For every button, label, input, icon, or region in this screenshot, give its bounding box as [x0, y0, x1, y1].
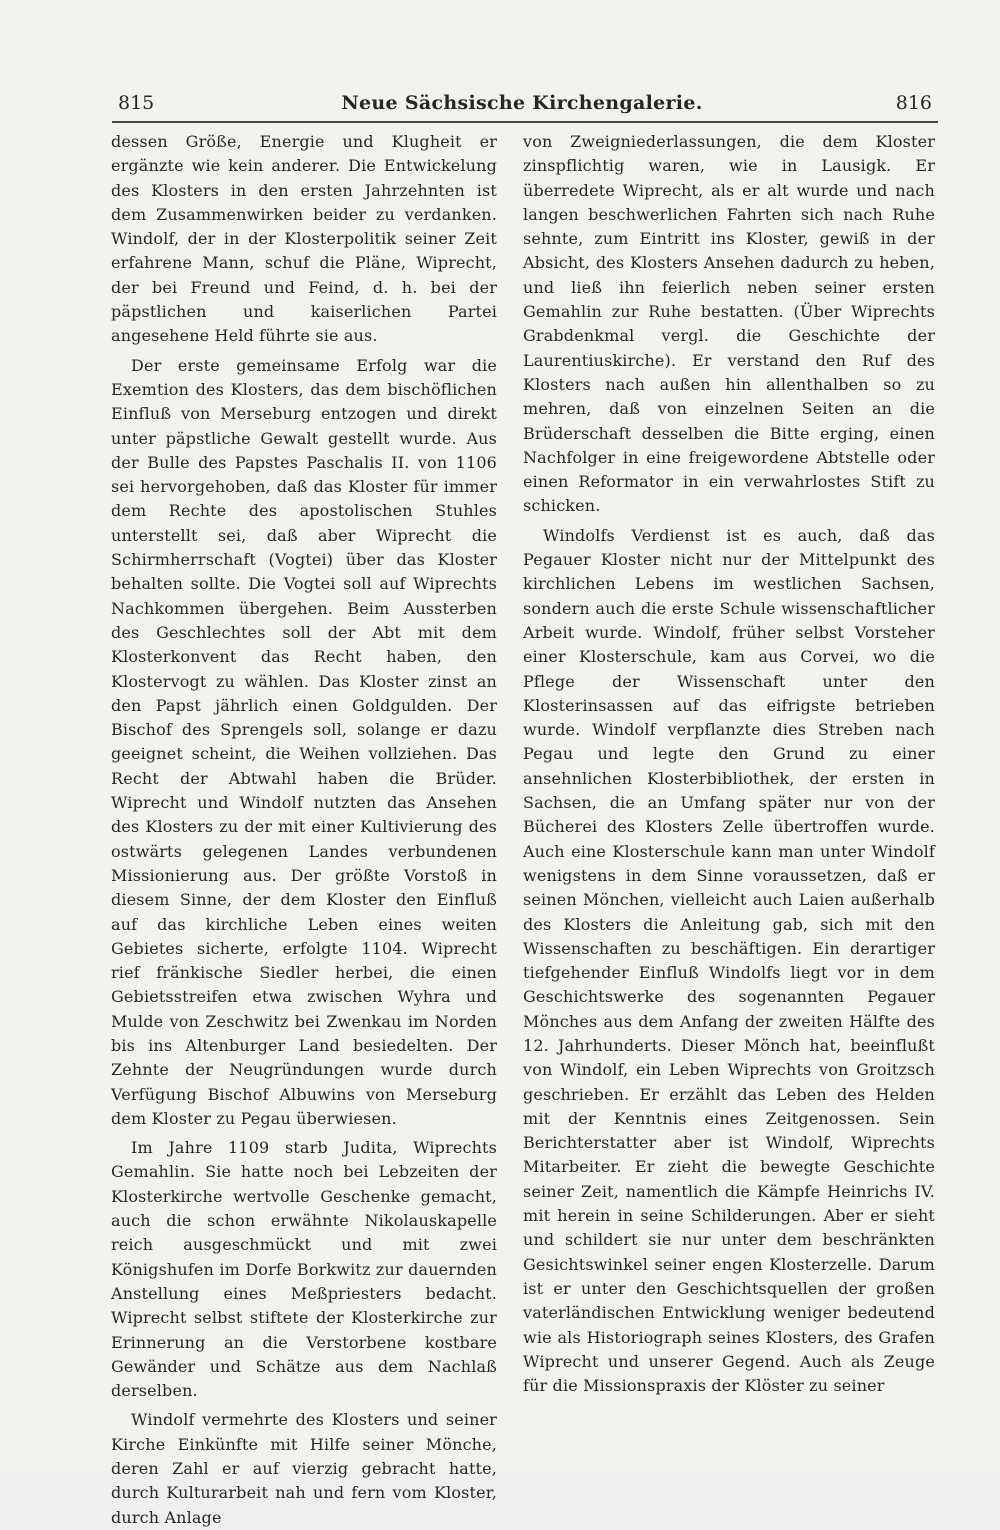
page-number-right: 816: [895, 92, 932, 114]
paragraph: dessen Größe, Energie und Klugheit er ergänzte wie kein anderer. Die Entwickelung des Klosters in den ersten Jahrzehnten ist dem Zusammenwirken beider zu verdanken. Windolf, der in der Klosterpolitik seiner Zeit erfahrene Mann, schuf die Pläne, Wiprecht, der bei Freund und Feind, d. h. bei der päpstlichen und kaiserlichen Partei angesehene Held führte sie aus.: [111, 132, 497, 346]
running-title: Neue Sächsische Kirchengalerie.: [341, 92, 703, 114]
header-rule: [112, 121, 938, 123]
paragraph: Windolf vermehrte des Klosters und seiner Kirche Einkünfte mit Hilfe seiner Mönche, deren Zahl er auf vierzig gebracht hatte, durch Kulturarbeit nah und fern vom Kloster, durch Anlage: [111, 1410, 497, 1527]
paragraph: Der erste gemeinsame Erfolg war die Exemtion des Klosters, das dem bischöflichen Einfluß von Merseburg entzogen und direkt unter päpstliche Gewalt gestellt wurde. Aus der Bulle des Papstes Paschalis II. von 1106 sei hervorgehoben, daß das Kloster für immer dem Rechte des apostolischen Stuhles unterstellt sei, daß aber Wiprecht die Schirmherrschaft (Vogtei) über das Kloster behalten sollte. Die Vogtei soll auf Wiprechts Nachkommen übergehen. Beim Aussterben des Geschlechtes soll der Abt mit dem Klosterkonvent das Recht haben, den Klostervogt zu wählen. Das Kloster zinst an den Papst jährlich einen Goldgulden. Der Bischof des Sprengels soll, solange er dazu geeignet scheint, die Weihen vollziehen. Das Recht der Abtwahl haben die Brüder. Wiprecht und Windolf nutzten das Ansehen des Klosters zu der mit einer Kultivierung des ostwärts gelegenen Landes verbundenen Missionierung aus. Der größte Vorstoß in diesem Sinne, der dem Kloster den Einfluß auf das kirchliche Leben eines weiten Gebietes sicherte, erfolgte 1104. Wiprecht rief fränkische Siedler herbei, die einen Gebietsstreifen etwa zwischen Wyhra und Mulde von Zeschwitz bei Zwenkau im Norden bis ins Altenburger Land besiedelten. Der Zehnte der Neugründungen wurde durch Verfügung Bischof Albuwins von Merseburg dem Kloster zu Pegau überwiesen.: [111, 355, 497, 1128]
page-number-left: 815: [118, 92, 155, 114]
right-column: [523, 130, 935, 1398]
left-column: [111, 130, 497, 1530]
paragraph: Windolfs Verdienst ist es auch, daß das Pegauer Kloster nicht nur der Mittelpunkt des kirchlichen Lebens im westlichen Sachsen, sondern auch die erste Schule wissenschaftlicher Arbeit wurde. Windolf, früher selbst Vorsteher einer Klosterschule, kam aus Corvei, wo die Pflege der Wissenschaft unter den Klosterinsassen auf das eifrigste betrieben wurde. Windolf verpflanzte dies Streben nach Pegau und legte den Grund zu einer ansehnlichen Klosterbibliothek, der ersten in Sachsen, die an Umfang später nur von der Bücherei des Klosters Zelle übertroffen wurde. Auch eine Klosterschule kann man unter Windolf wenigstens in dem Sinne voraussetzen, daß er seinen Mönchen, vielleicht auch Laien außerhalb des Klosters die Anleitung gab, sich mit den Wissenschaften zu beschäftigen. Ein derartiger tiefgehender Einfluß Windolfs liegt vor in dem Geschichtswerke des sogenannten Pegauer Mönches aus dem Anfang der zweiten Hälfte des 12. Jahrhunderts. Dieser Mönch hat, beeinflußt von Windolf, ein Leben Wiprechts von Groitzsch geschrieben. Er erzählt das Leben des Helden mit der Kenntnis eines Zeitgenossen. Sein Berichterstatter aber ist Windolf, Wiprechts Mitarbeiter. Er zieht die bewegte Geschichte seiner Zeit, namentlich die Kämpfe Heinrichs IV. mit herein in seine Schilderungen. Aber er sieht und schildert sie nur unter dem beschränkten Gesichtswinkel seiner engen Klosterzelle. Darum ist er unter den Geschichtsquellen der großen vaterländischen Entwicklung weniger bedeutend wie als Historiograph seines Klosters, des Grafen Wiprecht und unserer Gegend. Auch als Zeuge für die Missionspraxis der Klöster zu seiner: [523, 525, 935, 1396]
paragraph: Im Jahre 1109 starb Judita, Wiprechts Gemahlin. Sie hatte noch bei Lebzeiten der Klosterkirche wertvolle Geschenke gemacht, auch die schon erwähnte Nikolauskapelle reich ausgeschmückt und mit zwei Königshufen im Dorfe Borkwitz zur dauernden Anstellung eines Meßpriesters bedacht. Wiprecht selbst stiftete der Klosterkirche zur Erinnerung an die Verstorbene kostbare Gewänder und Schätze aus dem Nachlaß derselben.: [111, 1138, 497, 1401]
page-header: [112, 92, 932, 118]
paragraph: von Zweigniederlassungen, die dem Kloster zinspflichtig waren, wie in Lausigk. Er überredete Wiprecht, als er alt wurde und nach langen beschwerlichen Fahrten sich nach Ruhe sehnte, zum Eintritt ins Kloster, gewiß in der Absicht, des Klosters Ansehen dadurch zu heben, und ließ ihn feierlich neben seiner ersten Gemahlin zur Ruhe bestatten. (Über Wiprechts Grabdenkmal vergl. die Geschichte der Laurentiuskirche). Er verstand den Ruf des Klosters nach außen hin allenthalben so zu mehren, daß von einzelnen Seiten an die Brüderschaft desselben die Bitte erging, einen Nachfolger in eine freigewordene Abtstelle oder einen Reformator in ein verwahrlostes Stift zu schicken.: [523, 132, 935, 516]
